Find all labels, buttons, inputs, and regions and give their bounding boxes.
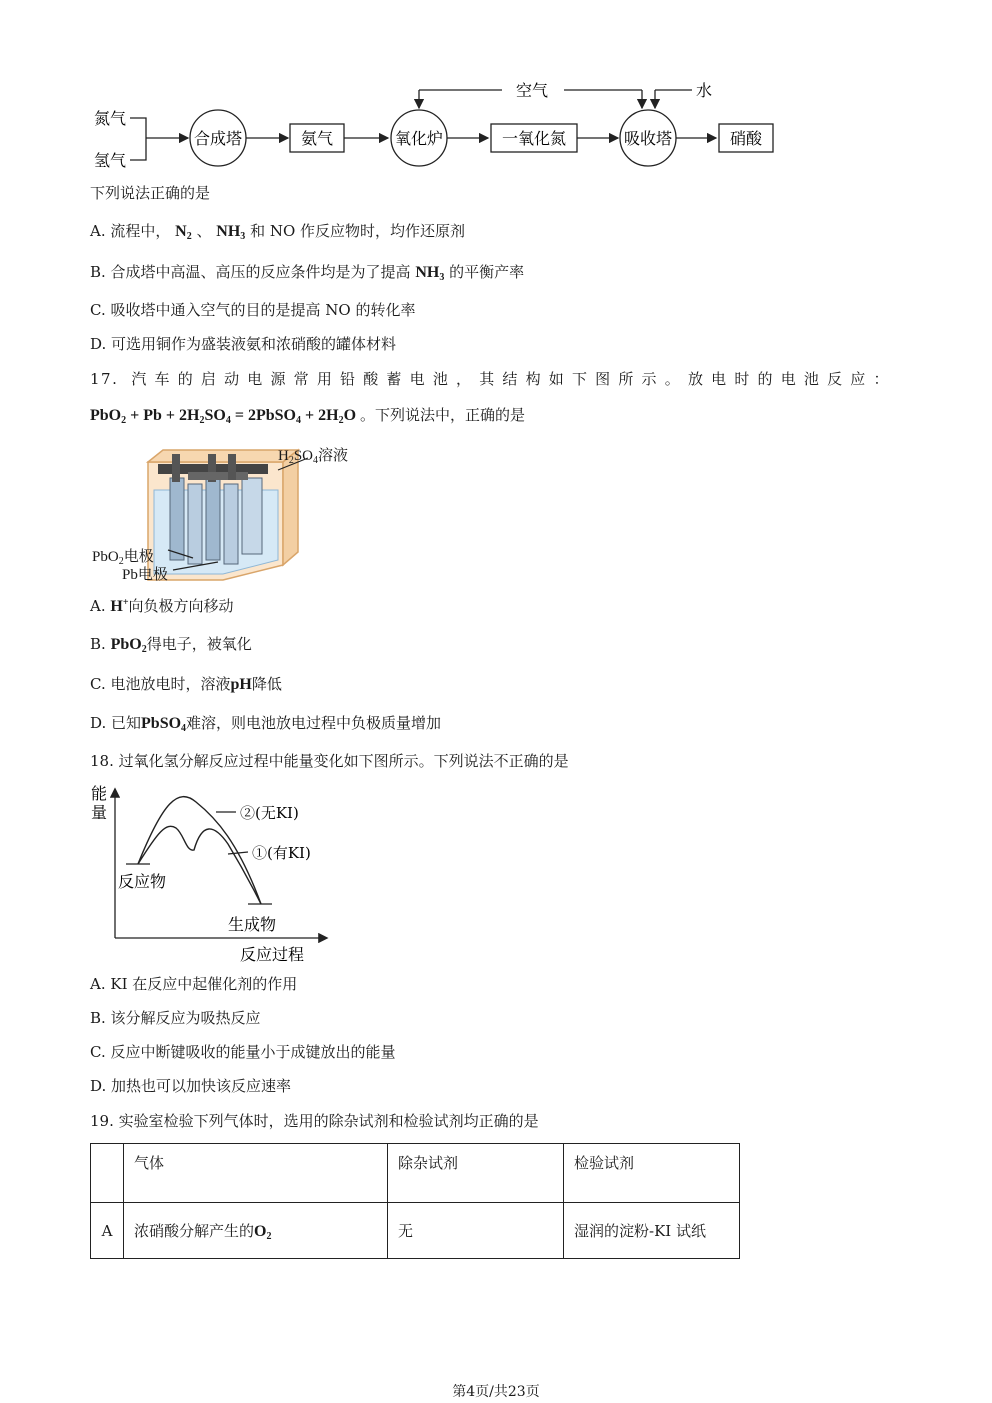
flow-node-synthesis: 合成塔 (193, 129, 243, 148)
table-header-cell (91, 1144, 124, 1203)
q16-option-c: C. 吸收塔中通入空气的目的是提高 NO 的转化率 (90, 301, 416, 319)
x-axis-label: 反应过程 (240, 945, 305, 964)
table-header-cell: 检验试剂 (564, 1144, 740, 1203)
flow-water-label: 水 (695, 81, 713, 100)
q17-equation: $PbO_2 + Pb + 2H_2SO_4$ = 2PbSO$_4$ + $2H_2O$ 。下列说法中，正确的是 (90, 406, 526, 426)
q19-stem: 19. 实验室检验下列气体时，选用的除杂试剂和检验试剂均正确的是 (90, 1112, 539, 1130)
flow-air-label: 空气 (515, 81, 549, 100)
q19-table (90, 1143, 740, 1259)
q18-option-a: A. KI 在反应中起催化剂的作用 (90, 975, 298, 993)
row-label: A (91, 1203, 124, 1259)
y-axis-label-2: 量 (91, 803, 108, 822)
row-gas: 浓硝酸分解产生的$O_2$ (124, 1203, 388, 1259)
q17-option-b: B. PbO$_2$得电子，被氧化 (90, 635, 252, 655)
flow-node-nitric-acid: 硝酸 (729, 129, 763, 148)
q16-option-d: D. 可选用铜作为盛装液氨和浓硝酸的罐体材料 (90, 335, 397, 353)
table-row (91, 1203, 740, 1259)
fig-pb-electrode-label: Pb电极 (122, 567, 168, 583)
q17-option-a: A. H+向负极方向移动 (90, 597, 234, 615)
curve-with-ki (138, 826, 261, 904)
q17-stem: 17. 汽车的启动电源常用铅酸蓄电池，其结构如下图所示。放电时的电池反应： (90, 370, 890, 388)
curve1-label: ①(有KI) (252, 844, 311, 862)
q18-option-b: B. 该分解反应为吸热反应 (90, 1009, 261, 1027)
q18-option-c: C. 反应中断键吸收的能量小于成键放出的能量 (90, 1043, 396, 1061)
table-header-row (91, 1144, 740, 1203)
q16-stem: 下列说法正确的是 (90, 184, 211, 202)
flow-node-oxidation: 氧化炉 (394, 129, 444, 148)
reactants-label: 反应物 (118, 872, 167, 891)
row-remove-reagent: 无 (388, 1203, 564, 1259)
y-axis-label-1: 能 (91, 784, 108, 803)
table-header-cell: 气体 (124, 1144, 388, 1203)
flow-input-hydrogen: 氢气 (94, 151, 127, 170)
curve2-label: ②(无KI) (240, 804, 299, 822)
page-footer: 第4页/共23页 (452, 1384, 540, 1400)
flow-node-no: 一氧化氮 (501, 129, 567, 148)
row-test-reagent: 湿润的淀粉-KI 试纸 (564, 1203, 740, 1259)
q18-option-d: D. 加热也可以加快该反应速率 (90, 1077, 292, 1095)
flow-input-nitrogen: 氮气 (94, 109, 127, 128)
q16-option-a: A. 流程中， $N_2$ 、 $NH_3$ 和 NO 作反应物时，均作还原剂 (90, 222, 466, 242)
q18-stem: 18. 过氧化氢分解反应过程中能量变化如下图所示。下列说法不正确的是 (90, 752, 569, 770)
q17-option-c: C. 电池放电时，溶液pH降低 (90, 675, 282, 693)
table-header-cell: 除杂试剂 (388, 1144, 564, 1203)
energy-profile-figure (88, 782, 338, 966)
process-flow-diagram (80, 72, 800, 177)
fig-h2so4-label: $H_2SO_4$溶液 (278, 448, 349, 466)
q16-option-b: B. 合成塔中高温、高压的反应条件均是为了提高 $NH_3$ 的平衡产率 (90, 263, 525, 283)
products-label: 生成物 (228, 915, 277, 934)
flow-node-ammonia: 氨气 (300, 129, 334, 148)
fig-pbo2-electrode-label: PbO$_2$电极 (92, 549, 154, 567)
flow-node-absorption: 吸收塔 (623, 129, 673, 148)
q17-option-d: D. 已知PbSO$_4$难溶，则电池放电过程中负极质量增加 (90, 714, 442, 734)
